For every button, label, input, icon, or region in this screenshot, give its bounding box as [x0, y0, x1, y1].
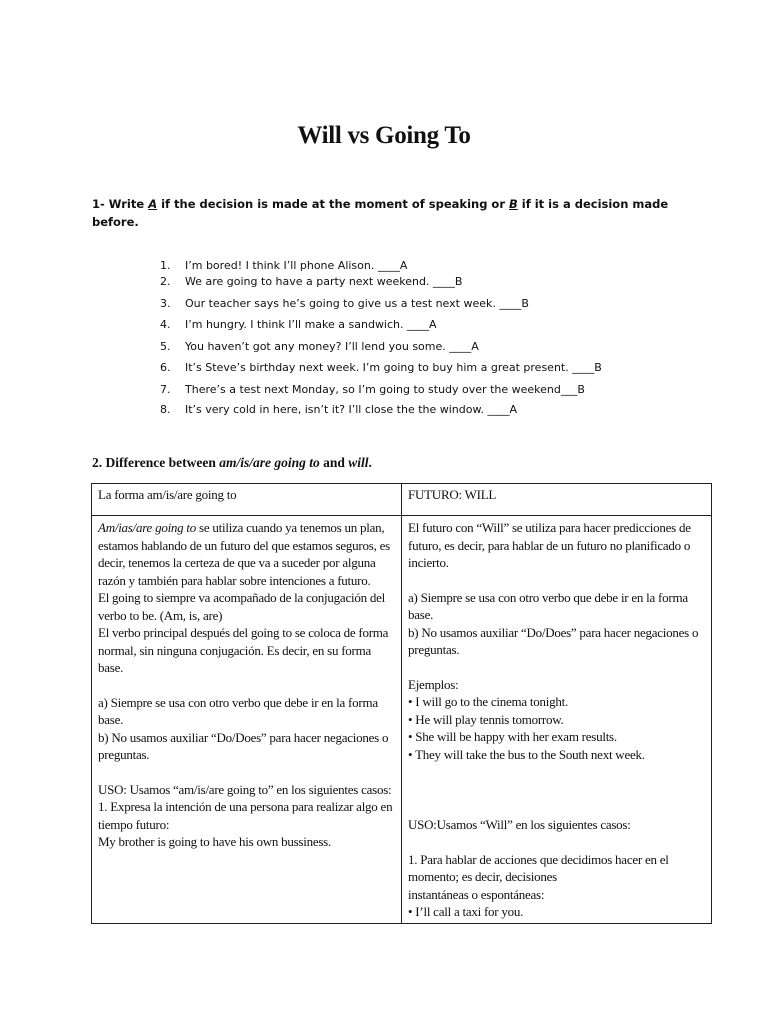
will-example: • He will play tennis tomorrow. [408, 711, 564, 727]
item-text: You haven’t got any money? I’ll lend you some. ____A [185, 340, 479, 353]
going-to-p3: El verbo principal después del going to se coloca de forma normal, sin ninguna conjugación. Es decir, en su forma base. [98, 625, 389, 675]
spacer [408, 798, 706, 816]
heading-will: will [348, 455, 369, 470]
going-to-rule-b: b) No usamos auxiliar “Do/Does” para hacer negaciones o preguntas. [98, 729, 389, 762]
going-to-cell [92, 516, 402, 924]
heading-and: and [319, 455, 349, 470]
list-item [160, 318, 437, 331]
will-example: • I will go to the cinema tonight. [408, 694, 568, 709]
instruction-post: if it is a decision made before. [92, 197, 669, 229]
spacer [408, 659, 706, 676]
item-text: We are going to have a party next weekend. ____B [185, 275, 463, 288]
will-uso: USO:Usamos “Will” en los siguientes casos: [408, 817, 631, 832]
item-number: 2. [160, 275, 171, 288]
list-item [160, 259, 407, 272]
spacer [408, 572, 706, 589]
item-number: 8. [160, 403, 171, 416]
table-row [92, 516, 712, 924]
list-item [160, 403, 517, 416]
will-case1-line2: instantáneas o espontáneas: [408, 886, 545, 902]
will-example: • She will be happy with her exam results. [408, 729, 617, 744]
list-item [160, 340, 479, 353]
item-text: It’s Steve’s birthday next week. I’m going to buy him a great present. ____B [185, 361, 602, 374]
item-number: 3. [160, 297, 171, 310]
going-to-intro [98, 519, 396, 589]
item-number: 7. [160, 383, 171, 396]
intro-italic: Am/ias/are going to [98, 520, 197, 535]
instruction-mid: if the decision is made at the moment of speaking or [157, 197, 510, 211]
spacer [98, 764, 396, 781]
table-header-row [92, 484, 712, 516]
going-to-uso: USO: Usamos “am/is/are going to” en los siguientes casos: [98, 781, 392, 797]
exercise1-instruction [92, 195, 677, 231]
spacer [98, 677, 396, 694]
will-example: • They will take the bus to the South next week. [408, 746, 645, 762]
will-example1: • I’ll call a taxi for you. [408, 904, 524, 919]
page-title: Will vs Going To [297, 122, 471, 149]
item-text: It’s very cold in here, isn’t it? I’ll close the the window. ____A [185, 403, 517, 416]
item-number: 6. [160, 361, 171, 374]
going-to-example1: My brother is going to have his own bussiness. [98, 834, 331, 849]
will-rule-b: b) No usamos auxiliar “Do/Does” para hacer negaciones o preguntas. [408, 624, 699, 657]
item-number: 5. [160, 340, 171, 353]
instruction-pre: 1- Write [92, 197, 149, 211]
comparison-table [91, 483, 712, 924]
list-item [160, 275, 462, 288]
going-to-p2: El going to siempre va acompañado de la conjugación del verbo to be. (Am, is, are) [98, 590, 385, 623]
will-cell [402, 516, 712, 924]
item-text: I’m hungry. I think I’ll make a sandwich. ____A [185, 318, 437, 331]
spacer [408, 763, 706, 780]
item-number: 4. [160, 318, 171, 331]
list-item [160, 361, 602, 374]
spacer [408, 780, 706, 798]
list-item [160, 383, 585, 396]
section2-heading [92, 455, 372, 471]
heading-pre: 2. Difference between [92, 455, 220, 470]
mark-b: B [509, 197, 518, 211]
will-rule-a: a) Siempre se usa con otro verbo que debe ir en la forma base. [408, 589, 688, 622]
item-text: I’m bored! I think I’ll phone Alison. ____A [185, 259, 408, 272]
will-examples-label: Ejemplos: [408, 676, 459, 692]
spacer [408, 834, 706, 851]
intro-rest: se utiliza cuando ya tenemos un plan, estamos hablando de un futuro del que estamos seguros, es decir, tenemos la certeza de que va a suceder por alguna razón y también para hablar sobre intenciones a futuro. [98, 520, 390, 588]
list-item [160, 297, 529, 310]
item-text: Our teacher says he’s going to give us a test next week. ____B [185, 297, 529, 310]
will-intro: El futuro con “Will” se utiliza para hacer predicciones de futuro, es decir, para hablar de un futuro no planificado o incierto. [408, 520, 691, 570]
heading-end: . [368, 455, 372, 470]
col2-header: FUTURO: WILL [402, 484, 712, 516]
mark-a: A [148, 197, 158, 211]
going-to-rule-a: a) Siempre se usa con otro verbo que debe ir en la forma base. [98, 694, 378, 727]
will-case1-line1: 1. Para hablar de acciones que decidimos hacer en el momento; es decir, decisiones [408, 851, 669, 884]
going-to-case1: 1. Expresa la intención de una persona para realizar algo en tiempo futuro: [98, 799, 393, 832]
item-number: 1. [160, 259, 171, 272]
item-text: There’s a test next Monday, so I’m going to study over the weekend___B [185, 383, 585, 396]
heading-going-to: am/is/are going to [219, 455, 320, 470]
col1-header: La forma am/is/are going to [92, 484, 402, 516]
